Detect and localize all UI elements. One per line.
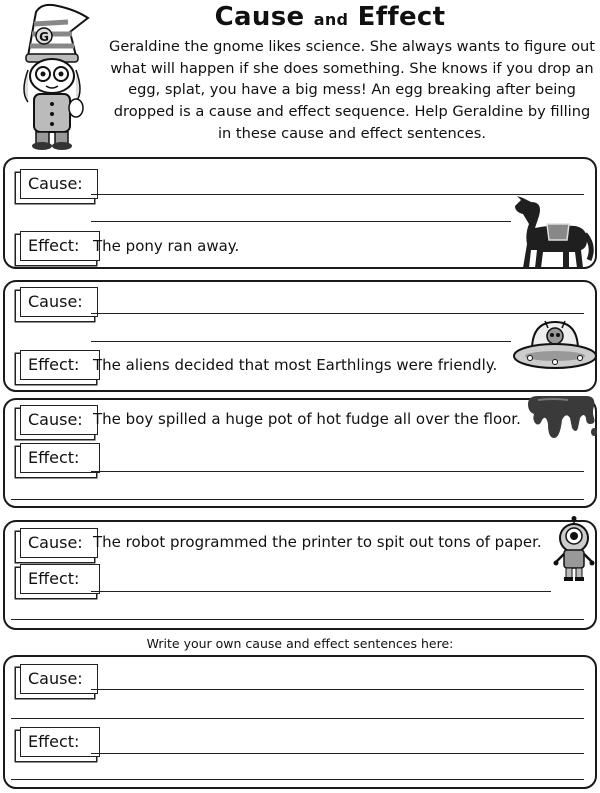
cause-answer-line[interactable] <box>91 194 584 195</box>
fudge-splat-icon <box>524 394 598 444</box>
alien-ufo-icon <box>512 318 598 380</box>
gnome-hat-letter: G <box>39 30 49 44</box>
effect-answer-line[interactable] <box>11 499 584 500</box>
cause-effect-panel-2 <box>3 280 597 392</box>
own-sentences-prompt: Write your own cause and effect sentences here: <box>146 636 454 651</box>
effect-answer-line[interactable] <box>11 779 584 780</box>
effect-sentence: The pony ran away. <box>93 237 240 255</box>
cause-label: Cause: <box>20 405 98 435</box>
cause-effect-panel-3 <box>3 398 597 508</box>
effect-label: Effect: <box>20 564 100 594</box>
page-title: Cause and Effect <box>214 2 446 32</box>
robot-icon <box>552 516 596 582</box>
cause-effect-panel-4 <box>3 520 597 630</box>
cause-answer-line[interactable] <box>91 341 511 342</box>
intro-paragraph: Geraldine the gnome likes science. She always wants to figure out what will happen if she does something. She knows if you drop an egg, splat, you have a big mess! An egg breaking after being dropped is a cause and effect sequence. Help Geraldine by filling in these cause and effect sentences. <box>109 38 595 142</box>
cause-answer-line[interactable] <box>91 313 584 314</box>
cause-answer-line[interactable] <box>91 221 511 222</box>
effect-label: Effect: <box>20 350 100 380</box>
effect-label: Effect: <box>20 443 100 473</box>
cause-sentence: The boy spilled a huge pot of hot fudge all over the floor. <box>93 410 521 428</box>
cause-answer-line[interactable] <box>11 718 584 719</box>
effect-sentence: The aliens decided that most Earthlings were friendly. <box>93 356 498 374</box>
pony-icon <box>513 194 593 272</box>
effect-answer-line[interactable] <box>91 753 584 754</box>
effect-answer-line[interactable] <box>91 591 551 592</box>
cause-sentence: The robot programmed the printer to spit out tons of paper. <box>93 533 542 551</box>
effect-answer-line[interactable] <box>91 471 584 472</box>
cause-effect-panel-1 <box>3 157 597 269</box>
own-sentences-panel <box>3 655 597 789</box>
effect-answer-line[interactable] <box>11 619 584 620</box>
cause-label: Cause: <box>20 287 98 317</box>
effect-label: Effect: <box>20 231 100 261</box>
cause-answer-line[interactable] <box>91 689 584 690</box>
cause-label: Cause: <box>20 169 98 199</box>
effect-label: Effect: <box>20 727 100 757</box>
cause-label: Cause: <box>20 664 98 694</box>
cause-label: Cause: <box>20 528 98 558</box>
